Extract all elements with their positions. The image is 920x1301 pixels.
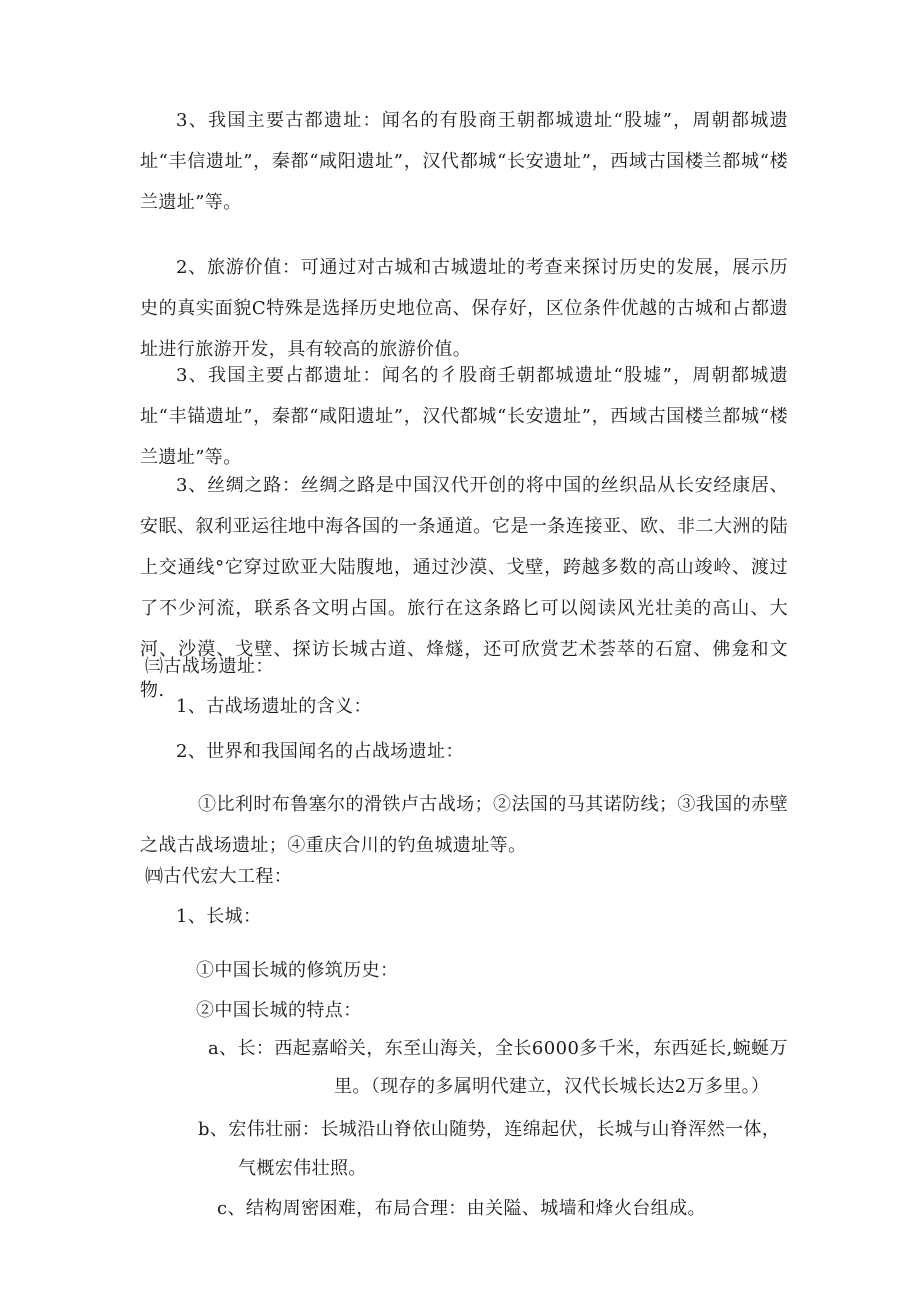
feature-b-line-1: b、宏伟壮丽：长城沿山脊依山随势，连绵起伏，长城与山脊浑然一体， <box>198 1119 781 1140</box>
paragraph-silk-road: 3、丝绸之路：丝绸之路是中国汉代开创的将中国的丝织品从长安经康居、安眠、叙利亚运往地中海各国的一条通道。它是一条连接亚、欧、非二大洲的陆上交通线°它穿过欧亚大陆腹地，通过沙漠、戈壁，跨越多数的高山竣岭、渡过了不少河流，联系各文明占国。旅行在这条路匕可以阅读风光壮美的高山、大河、沙漠、戈壁、探访长城古道、烽燧，还可欣赏艺术荟萃的石窟、佛龛和文物. <box>140 475 788 701</box>
paragraph-battlefield-list: ①比利时布鲁塞尔的滑铁卢古战场；②法国的马其诺防线；③我国的赤壁之战古战场遗址；④重庆合川的钓鱼城遗址等。 <box>140 794 788 856</box>
paragraph-tourism-value: 2、旅游价值：可通过对古城和古城遗址的考查来探讨历史的发展，展示历史的真实面貌C特殊是选择历史地位高、保存好，区位条件优越的古城和占都遗址进行旅游开发，具有较高的旅游价值。 <box>140 257 788 360</box>
feature-c-line-1: c、结构周密困难，布局合理：由关隘、城墙和烽火台组成。 <box>217 1198 706 1219</box>
item-great-wall: 1、长城： <box>176 906 262 927</box>
heading-ancient-battlefields: ㈢古战场遗址： <box>145 656 274 677</box>
item-battlefield-meaning: 1、古战场遗址的含义： <box>176 696 372 717</box>
paragraph-ancient-capitals-2: 3、我国主要占都遗址：闻名的彳股商壬朝都城遗址“股墟”，周朝都城遗址“丰锚遗址”，秦都“咸阳遗址”，汉代都城“长安遗址”，西域古国楼兰都城“楼兰遗址”等。 <box>140 365 788 468</box>
heading-ancient-projects: ㈣古代宏大工程： <box>145 866 293 887</box>
feature-a-line-1: a、长：西起嘉峪关，东至山海关，全长6000多千米，东西延长,蜿蜒万 <box>208 1038 788 1059</box>
feature-a-line-2: 里。（现存的多属明代建立，汉代长城长达2万多里。） <box>334 1076 770 1097</box>
item-wall-features: ②中国长城的特点： <box>196 1000 362 1021</box>
paragraph-ancient-capitals-1: 3、我国主要古都遗址：闻名的有股商王朝都城遗址“股墟”，周朝都城遗址“丰信遗址”，秦都“咸阳遗址”，汉代都城“长安遗址”，西域古国楼兰都城“楼兰遗址”等。 <box>140 110 788 213</box>
item-famous-battlefields: 2、世界和我国闻名的占战场遗址： <box>176 741 464 762</box>
item-wall-history: ①中国长城的修筑历史： <box>196 960 399 981</box>
feature-b-line-2: 气概宏伟壮照。 <box>238 1158 367 1179</box>
